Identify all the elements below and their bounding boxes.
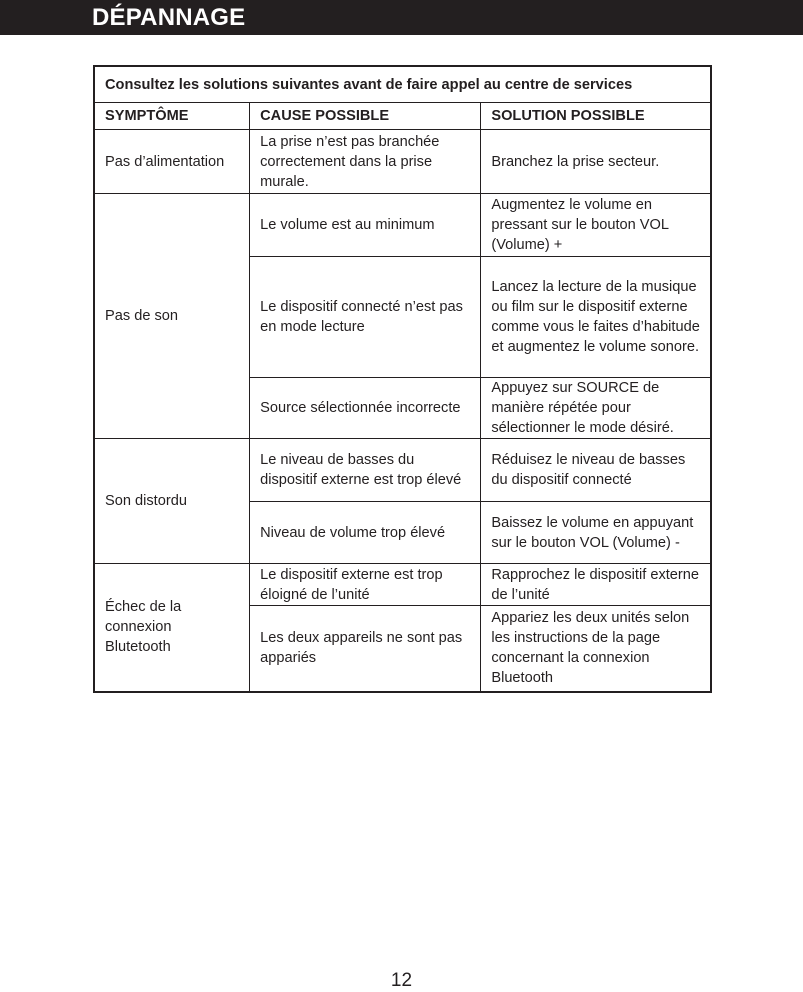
cause-cell: Le dispositif connecté n’est pas en mode lecture (250, 257, 481, 378)
table-header-row (94, 103, 711, 130)
column-header-symptom: SYMPTÔME (94, 103, 250, 130)
solution-cell: Rapprochez le dispositif externe de l’unité (481, 564, 711, 606)
symptom-cell: Son distordu (94, 439, 250, 564)
solution-cell: Lancez la lecture de la musique ou film sur le dispositif externe comme vous le faites d’habitude et augmentez le volume sonore. (481, 257, 711, 378)
column-header-cause: CAUSE POSSIBLE (250, 103, 481, 130)
troubleshooting-table (93, 65, 712, 693)
cause-cell: Source sélectionnée incorrecte (250, 378, 481, 439)
cause-cell: La prise n’est pas branchée correctement dans la prise murale. (250, 130, 481, 194)
table-row (94, 439, 711, 502)
table-intro-row (94, 66, 711, 103)
solution-cell: Branchez la prise secteur. (481, 130, 711, 194)
cause-cell: Le niveau de basses du dispositif externe est trop élevé (250, 439, 481, 502)
cause-cell: Les deux appareils ne sont pas appariés (250, 606, 481, 692)
solution-cell: Augmentez le volume en pressant sur le bouton VOL (Volume) + (481, 194, 711, 257)
table-intro: Consultez les solutions suivantes avant de faire appel au centre de services (94, 66, 711, 103)
column-header-solution: SOLUTION POSSIBLE (481, 103, 711, 130)
header-bar (0, 0, 803, 35)
solution-cell: Appariez les deux unités selon les instructions de la page concernant la connexion Bluetooth (481, 606, 711, 692)
cause-cell: Le volume est au minimum (250, 194, 481, 257)
cause-cell: Niveau de volume trop élevé (250, 502, 481, 564)
symptom-cell: Pas de son (94, 194, 250, 439)
solution-cell: Appuyez sur SOURCE de manière répétée pour sélectionner le mode désiré. (481, 378, 711, 439)
page-title: DÉPANNAGE (92, 4, 246, 31)
solution-cell: Réduisez le niveau de basses du dispositif connecté (481, 439, 711, 502)
symptom-cell: Échec de la connexion Blutetooth (94, 564, 250, 692)
symptom-cell: Pas d’alimentation (94, 130, 250, 194)
table-row (94, 194, 711, 257)
table-row (94, 564, 711, 606)
cause-cell: Le dispositif externe est trop éloigné de l’unité (250, 564, 481, 606)
page-number: 12 (390, 970, 413, 991)
table-row (94, 130, 711, 194)
solution-cell: Baissez le volume en appuyant sur le bouton VOL (Volume) - (481, 502, 711, 564)
